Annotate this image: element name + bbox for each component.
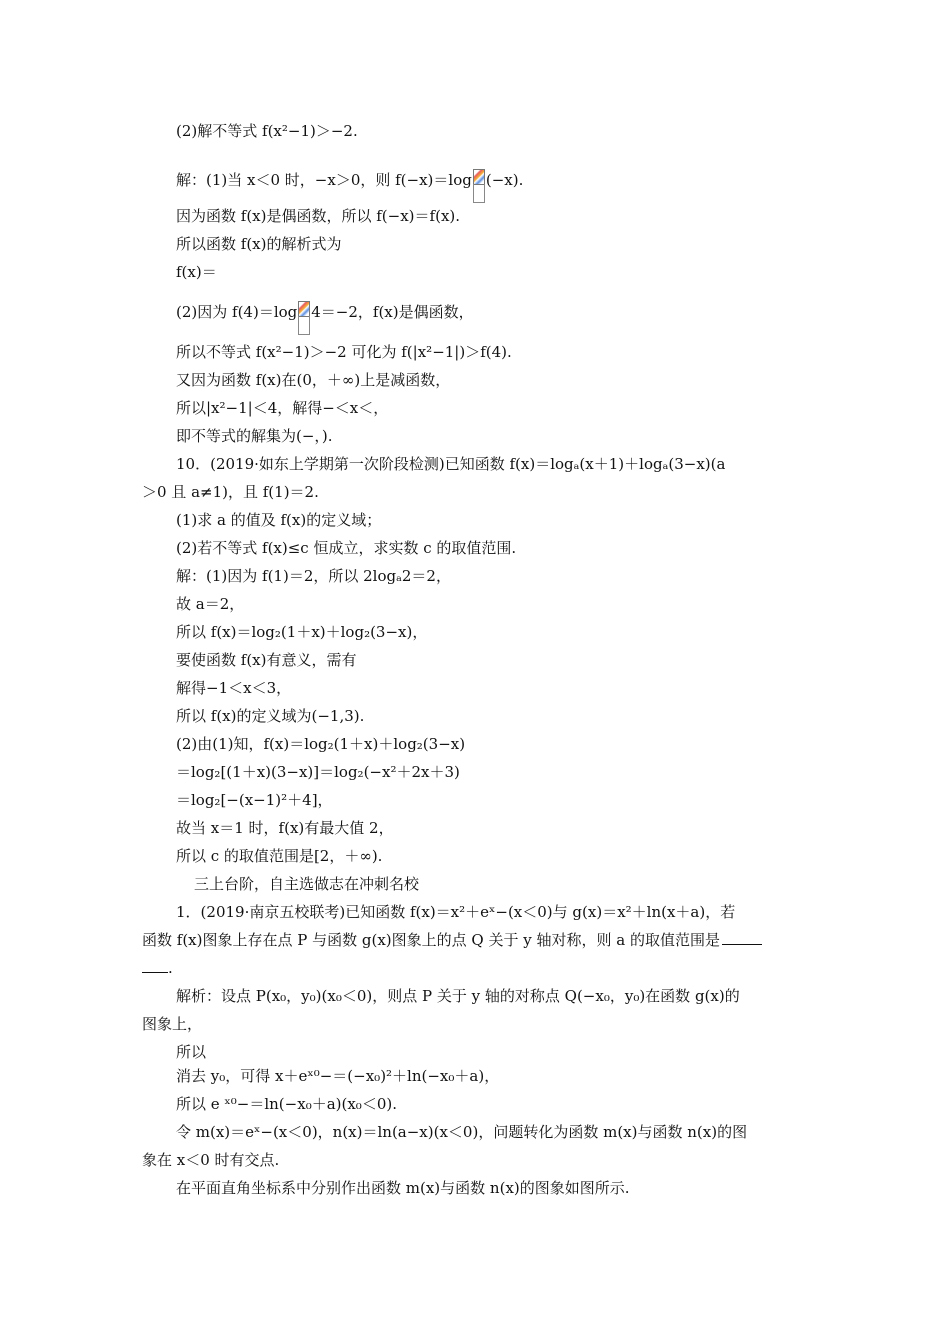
decreasing-function-line	[176, 370, 450, 390]
answer-blank	[722, 930, 762, 945]
solution-10-line-9	[176, 790, 333, 810]
text: 所以 e ˣ⁰−＝ln(−x₀＋a)(x₀＜0).	[176, 1095, 397, 1113]
text: 所以不等式 f(x²−1)＞−2 可化为 f(|x²−1|)＞f(4).	[176, 343, 512, 361]
text: 所以	[176, 1043, 207, 1061]
text: 令 m(x)＝eˣ−(x＜0)，n(x)＝ln(a−x)(x＜0)，问题转化为函数 m(x)与函数 n(x)的图	[176, 1123, 748, 1141]
solution-9-part-2	[176, 294, 474, 330]
solution-set-line	[176, 426, 333, 446]
text: 所以 f(x)的定义域为(−1,3).	[176, 707, 365, 725]
solution-10-line-6	[176, 706, 364, 726]
broken-image-icon	[473, 169, 485, 203]
analysis-line-6	[176, 1122, 747, 1142]
text: 故当 x＝1 时，f(x)有最大值 2，	[176, 819, 394, 837]
text: 所以|x²−1|＜4，解得−＜x＜，	[176, 399, 389, 417]
text: (2)若不等式 f(x)≤c 恒成立，求实数 c 的取值范围.	[176, 539, 517, 557]
analysis-line-2	[142, 1014, 202, 1034]
problem-1-statement-cont	[142, 930, 762, 950]
solution-10-line-2	[176, 594, 244, 614]
problem-1-statement-end	[142, 958, 173, 978]
solution-9-part-1	[176, 162, 523, 198]
solution-10-line-5	[176, 678, 291, 698]
problem-10-part-1	[176, 510, 381, 530]
text: 解：(1)当 x＜0 时，−x＞0，则 f(−x)＝log	[176, 171, 472, 189]
text: (−x).	[485, 171, 524, 189]
text: f(x)＝	[176, 263, 217, 281]
text: (2)解不等式 f(x²−1)＞−2.	[176, 122, 358, 140]
text: 所以 f(x)＝log₂(1＋x)＋log₂(3−x)，	[176, 623, 428, 641]
text: 所以 c 的取值范围是[2，＋∞).	[176, 847, 383, 865]
solve-range-line	[176, 398, 388, 418]
text: (2)因为 f(4)＝log	[176, 303, 298, 321]
even-function-line	[176, 206, 460, 226]
solution-10-line-7	[176, 734, 465, 754]
text: 10．(2019·如东上学期第一次阶段检测)已知函数 f(x)＝logₐ(x＋1)＋logₐ(3−x)(a	[176, 455, 726, 473]
text: .	[168, 959, 173, 977]
analysis-line-1	[176, 986, 740, 1006]
analysis-line-4	[176, 1066, 499, 1086]
solution-10-line-4	[176, 650, 357, 670]
analysis-line-5	[176, 1094, 397, 1114]
solution-10-line-1	[176, 566, 451, 586]
text: ＝log₂[(1＋x)(3−x)]＝log₂(−x²＋2x＋3)	[176, 763, 460, 781]
problem-1-statement	[176, 902, 735, 922]
text: 在平面直角坐标系中分别作出函数 m(x)与函数 n(x)的图象如图所示.	[176, 1179, 630, 1197]
text: 三上台阶，自主选做志在冲刺名校	[194, 875, 420, 893]
broken-image-icon	[298, 301, 310, 335]
text: 象在 x＜0 时有交点.	[142, 1151, 280, 1169]
text: 所以函数 f(x)的解析式为	[176, 235, 342, 253]
text: 解：(1)因为 f(1)＝2，所以 2logₐ2＝2，	[176, 567, 451, 585]
text: 即不等式的解集为(−，).	[176, 427, 333, 445]
problem-10-part-2	[176, 538, 516, 558]
problem-10-statement-cont	[142, 482, 319, 502]
text: 要使函数 f(x)有意义，需有	[176, 651, 357, 669]
solution-10-line-3	[176, 622, 427, 642]
analysis-line-8	[176, 1178, 630, 1198]
text: 解析：设点 P(x₀，y₀)(x₀＜0)，则点 P 关于 y 轴的对称点 Q(−x₀，y₀)在函数 g(x)的	[176, 987, 740, 1005]
text: (2)由(1)知，f(x)＝log₂(1＋x)＋log₂(3−x)	[176, 735, 466, 753]
analysis-line-7	[142, 1150, 279, 1170]
solution-10-line-10	[176, 818, 394, 838]
text: 图象上，	[142, 1015, 203, 1033]
text: 1．(2019·南京五校联考)已知函数 f(x)＝x²＋eˣ−(x＜0)与 g(x)＝x²＋ln(x＋a)，若	[176, 903, 736, 921]
analytic-expression-line	[176, 234, 341, 254]
text: 消去 y₀，可得 x＋eˣ⁰−＝(−x₀)²＋ln(−x₀＋a)，	[176, 1067, 500, 1085]
text: 函数 f(x)图象上存在点 P 与函数 g(x)图象上的点 Q 关于 y 轴对称，则 a 的取值范围是	[142, 931, 720, 949]
text: 4＝−2，f(x)是偶函数，	[311, 303, 474, 321]
f-equals-line	[176, 262, 217, 282]
text: (1)求 a 的值及 f(x)的定义域；	[176, 511, 382, 529]
section-heading	[194, 874, 419, 894]
analysis-line-3	[176, 1042, 206, 1062]
solution-10-line-11	[176, 846, 382, 866]
inequality-transform-line	[176, 342, 512, 362]
text: 解得−1＜x＜3，	[176, 679, 292, 697]
text: 故 a＝2，	[176, 595, 245, 613]
text: ＝log₂[−(x−1)²＋4]，	[176, 791, 333, 809]
text: 因为函数 f(x)是偶函数，所以 f(−x)＝f(x).	[176, 207, 461, 225]
solution-10-line-8	[176, 762, 460, 782]
answer-blank-cont	[142, 958, 168, 973]
problem-9-part-2	[176, 121, 358, 141]
problem-10-statement	[176, 454, 725, 474]
text: 又因为函数 f(x)在(0，＋∞)上是减函数，	[176, 371, 451, 389]
text: ＞0 且 a≠1)，且 f(1)＝2.	[142, 483, 319, 501]
